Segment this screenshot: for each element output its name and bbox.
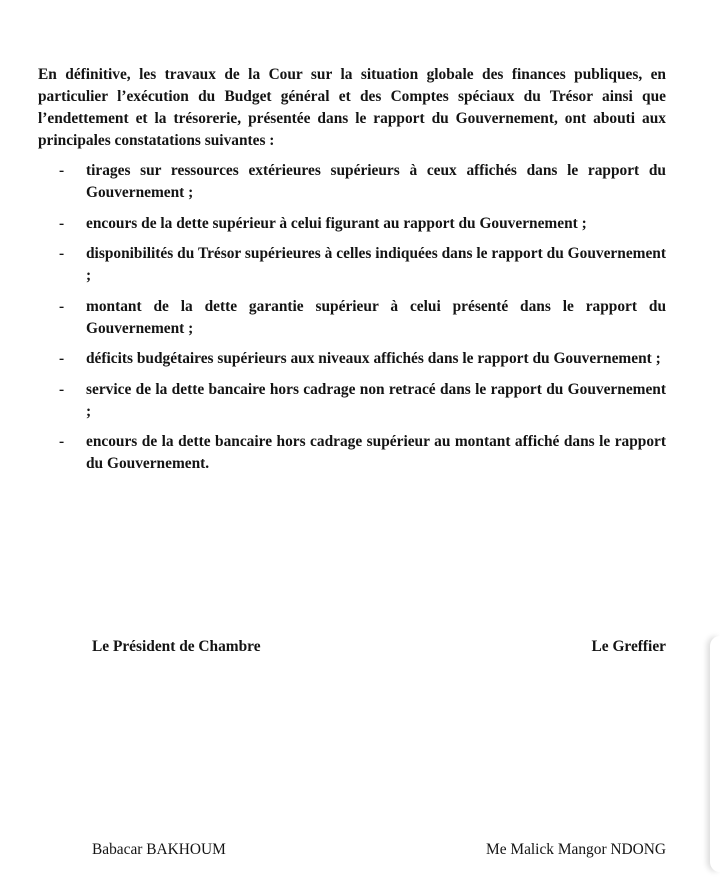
signatory-title-president: Le Président de Chambre (92, 638, 261, 655)
list-item (0, 213, 720, 235)
list-item (0, 296, 720, 340)
signatory-title-clerk: Le Greffier (591, 638, 666, 655)
edge-scroll-handle[interactable] (710, 636, 720, 872)
finding-text: déficits budgétaires supérieurs aux niveaux affichés dans le rapport du Gouvernement ; (86, 350, 661, 367)
signatory-name-clerk: Me Malick Mangor NDONG (486, 841, 666, 858)
finding-text: tirages sur ressources extérieures supérieurs à ceux affichés dans le rapport du Gouvernement ; (86, 162, 666, 201)
bullet-dash: - (59, 380, 65, 398)
finding-text: encours de la dette supérieur à celui figurant au rapport du Gouvernement ; (86, 214, 587, 232)
bullet-dash: - (59, 297, 65, 315)
list-item (0, 431, 720, 475)
finding-text: service de la dette bancaire hors cadrage non retracé dans le rapport du Gouvernement ; (86, 380, 666, 420)
list-item (0, 160, 720, 204)
bullet-dash: - (59, 245, 65, 262)
finding-text: montant de la dette garantie supérieur à celui présenté dans le rapport du Gouvernement ; (86, 297, 666, 337)
bullet-dash: - (59, 350, 65, 367)
intro-paragraph: En définitive, les travaux de la Cour sur la situation globale des finances publiques, en particulier l’exécution du Budget général et des Comptes spéciaux du Trésor ainsi que l’endettement et la trésorerie, présentée dans le rapport du Gouvernement, ont abouti aux principales constatations suivantes : (38, 66, 666, 149)
signatory-name-president: Babacar BAKHOUM (92, 841, 226, 858)
finding-text: encours de la dette bancaire hors cadrage supérieur au montant affiché dans le rapport du Gouvernement. (86, 433, 666, 472)
list-item (0, 243, 720, 287)
list-item (0, 379, 720, 423)
bullet-dash: - (59, 433, 65, 450)
findings-list (0, 160, 720, 484)
bullet-dash: - (59, 214, 65, 232)
finding-text: disponibilités du Trésor supérieures à celles indiquées dans le rapport du Gouvernement ; (86, 245, 666, 284)
list-item (0, 348, 720, 370)
bullet-dash: - (59, 162, 65, 179)
